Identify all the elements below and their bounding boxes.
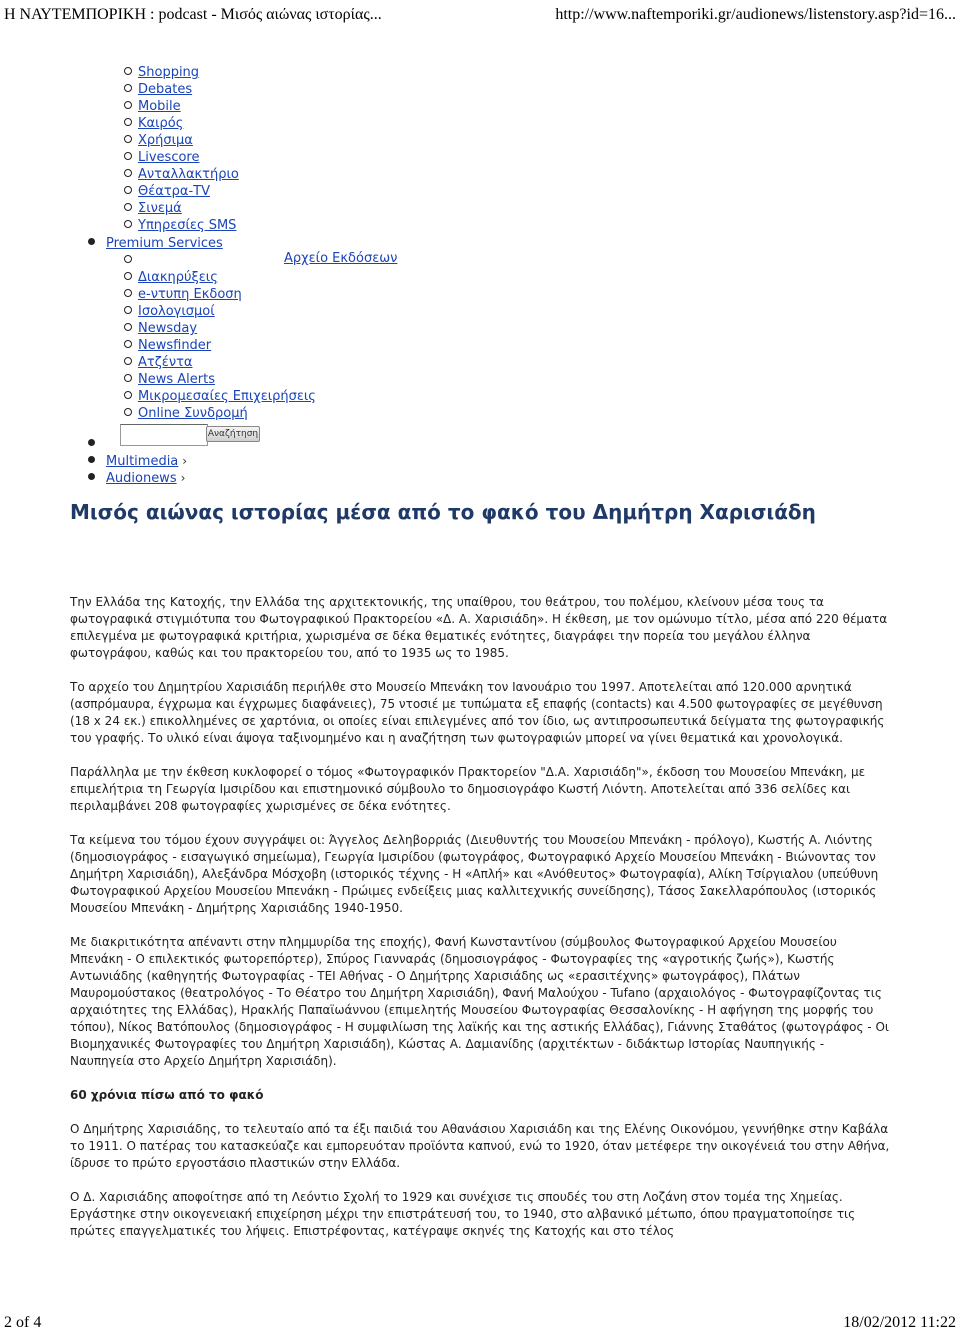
nav-link-agenda[interactable]: Ατζέντα: [138, 355, 193, 370]
search-input[interactable]: [120, 424, 208, 446]
article-paragraph: Ο Δ. Χαρισιάδης αποφοίτησε από τη Λεόντιο Σχολή το 1929 και συνέχισε τις σπουδές του στη Λοζάνη στον τομέα της Χημείας. Εργάστηκε στην οικογενειακή επιχείρηση μέχρι την επιστράτευσή του, το 1940, στο αλβανικό μέτωπο, όπου πραγματοποίησε τις πρώτες επαγγελματικές του λήψεις. Επιστρέφοντας, κατέγραψε σκηνές της Κατοχής και στο τέλος: [70, 1190, 856, 1238]
search-button[interactable]: Αναζήτηση: [206, 426, 260, 442]
nav-item-online-subscription: [124, 403, 316, 420]
print-footer: [4, 1314, 956, 1334]
nav-item-newsday: [124, 318, 316, 335]
nav-item-premium-services: [88, 233, 223, 250]
nav-link-weather[interactable]: Καιρός: [138, 116, 184, 131]
nav-item-weather: [124, 113, 239, 130]
nav-sublist-top: [124, 62, 239, 232]
breadcrumb-link-audionews[interactable]: Audionews: [106, 471, 177, 486]
nav-link-exchange[interactable]: Ανταλλακτήριο: [138, 167, 239, 182]
article-paragraph: Με διακριτικότητα απέναντι στην πλημμυρίδα της εποχής), Φανή Κωνσταντίνου (σύμβουλος Φωτογραφικού Αρχείου Μουσείου Μπενάκη - Ο επιλεκτικός φωτορεπόρτερ), Σπύρος Γιανναράς (δημοσιογράφος - Φωτογραφίες της «αγροτικής ζωής»), Κωστής Αντωνιάδης (καθηγητής Φωτογραφίας - ΤΕΙ Αθήνας - Ο Δημήτρης Χαρισιάδης ως «ερασιτέχνης» φωτογράφος), Πλάτων Μαυρομούστακος (θεατρολόγος - Το Θέατρο του Δημήτρη Χαρισιάδη), Φανή Μαλούχου - Tufano (αρχαιολόγος - Φωτογραφίζοντας τις αρχαιότητες της Ελλάδας), Ηρακλής Παπαϊωάννου (επιμελητής Μουσείου Φωτογραφίας Θεσσαλονίκης - Η αφήγηση της μορφής του τόπου), Νίκος Βατόπουλος (δημοσιογράφος - Η συμφιλίωση της λαϊκής και της αστικής Ελλάδας), Γιάννης Σταθάτος (φωτογράφος - Οι Βιομηχανικές Φωτογραφίες του Δημήτρη Χαρισιάδη), Κώστας Α. Δαμιανίδης (αρχιτέκτων - διδάκτωρ Ιστορίας Ναυπηγικής - Ναυπηγεία στο Αρχείο Δημήτρη Χαρισιάδη).: [70, 935, 889, 1068]
nav-link-e-edition[interactable]: e-ντυπη Εκδοση: [138, 287, 242, 302]
nav-item-news-alerts: [124, 369, 316, 386]
nav-item-tenders: [124, 267, 316, 284]
list-bullet: [88, 439, 95, 446]
article-paragraph: Τα κείμενα του τόμου έχουν συγγράψει οι: Άγγελος Δεληβορριάς (Διευθυντής του Μουσείου Μπενάκη - πρόλογο), Κωστής Α. Λιόντης (δημοσιογράφος - εισαγωγικό σημείωμα), Γεωργία Ιμσιρίδου (φωτογράφος, Φωτογραφικό Αρχείο Μουσείου Μπενάκη - Βιώνοντας τον Δημήτρη Χαρισιάδη), Αλεξάνδρα Μόσχοβη (ιστορικός τέχνης - Η «Απλή» και «Ανόθευτος» Φωτογραφία), Αλίκη Τσίργιαλου (υπεύθυνη Φωτογραφικού Αρχείου Μουσείου Μπενάκη - Πρώιμες ενδείξεις μιας καλλιτεχνικής συνείδησης), Τάσος Σακελλαρόπουλος (ιστορικός Μουσείου Μπενάκη - Δημήτρης Χαρισιάδης 1940-1950.: [70, 833, 879, 915]
nav-item-smes: [124, 386, 316, 403]
nav-link-newsfinder[interactable]: Newsfinder: [138, 338, 212, 353]
nav-item-exchange: [124, 164, 239, 181]
nav-item-balance-sheets: [124, 301, 316, 318]
nav-link-debates[interactable]: Debates: [138, 82, 193, 97]
article-subheading: 60 χρόνια πίσω από το φακό: [70, 1088, 264, 1102]
list-bullet: [124, 255, 132, 263]
article-paragraph: Ο Δημήτρης Χαρισιάδης, το τελευταίο από τα έξι παιδιά του Αθανάσιου Χαρισιάδη και της Ελένης Οικονόμου, γεννήθηκε στην Καβάλα το 1911. Ο πατέρας του κατασκεύαζε και εμπορευόταν προϊόντα καπνού, ενώ το 1920, όταν μετέφερε την οικογένειά του στην Αθήνα, ίδρυσε το πρώτο εργοστάσιο πλαστικών στην Ελλάδα.: [70, 1122, 890, 1170]
nav-link-news-alerts[interactable]: News Alerts: [138, 372, 215, 387]
nav-link-useful[interactable]: Χρήσιμα: [138, 133, 193, 148]
nav-item-e-edition: [124, 284, 316, 301]
nav-link-shopping[interactable]: Shopping: [138, 65, 200, 80]
nav-link-newsday[interactable]: Newsday: [138, 321, 198, 336]
article-paragraph: Την Ελλάδα της Κατοχής, την Ελλάδα της αρχιτεκτονικής, της υπαίθρου, του θεάτρου, του πολέμου, κλείνουν μέσα τους τα φωτογραφικά στιγμιότυπα του Φωτογραφικού Πρακτορείου «Δ. Α. Χαρισιάδη». Η έκθεση, με τον ομώνυμο τίτλο, μέσα από 220 θέματα επιλεγμένα με φωτογραφικά κριτήρια, χωρισμένα σε δέκα θεματικές ενότητες, διαγράφει την πορεία του μεγάλου έλληνα φωτογράφου, καθώς και του πρακτορείου του, από το 1935 ως το 1985.: [70, 595, 888, 660]
nav-link-livescore[interactable]: Livescore: [138, 150, 200, 165]
nav-item-agenda: [124, 352, 316, 369]
breadcrumb-separator: ›: [180, 471, 186, 485]
nav-item-livescore: [124, 147, 239, 164]
nav-item-shopping: [124, 62, 239, 79]
breadcrumb-item-multimedia: [88, 451, 187, 468]
nav-item-debates: [124, 79, 239, 96]
breadcrumb: [88, 451, 187, 485]
nav-link-tenders[interactable]: Διακηρύξεις: [138, 270, 218, 285]
article-body: [70, 594, 892, 1257]
nav-link-cinema[interactable]: Σινεμά: [138, 201, 182, 216]
search-row: [88, 424, 288, 450]
nav-link-archive[interactable]: Αρχείο Εκδόσεων: [284, 251, 398, 266]
nav-item-mobile: [124, 96, 239, 113]
breadcrumb-item-audionews: [88, 468, 187, 485]
nav-item-theatre-tv: [124, 181, 239, 198]
nav-link-online-subscription[interactable]: Online Συνδρομή: [138, 406, 248, 421]
print-page-url: http://www.naftemporiki.gr/audionews/listenstory.asp?id=16...: [555, 6, 956, 23]
nav-item-newsfinder: [124, 335, 316, 352]
article-title: Μισός αιώνας ιστορίας μέσα από το φακό του Δημήτρη Χαρισιάδη: [70, 500, 816, 524]
breadcrumb-link-multimedia[interactable]: Multimedia: [106, 454, 179, 469]
print-page-number: 2 of 4: [4, 1314, 42, 1331]
nav-item-useful: [124, 130, 239, 147]
nav-link-premium-services[interactable]: Premium Services: [106, 236, 223, 251]
nav-link-balance-sheets[interactable]: Ισολογισμοί: [138, 304, 215, 319]
nav-item-sms: [124, 215, 239, 232]
article-paragraph: Παράλληλα με την έκθεση κυκλοφορεί ο τόμος «Φωτογραφικόν Πρακτορείον "Δ.Α. Χαρισιάδη"», έκδοση του Μουσείου Μπενάκη, με επιμελήτρια τη Γεωργία Ιμσιρίδου και επιστημονικό σύμβουλο το δημοσιογράφο Κωστή Λιόντη. Αποτελείται από 336 σελίδες και περιλαμβάνει 208 φωτογραφίες χωρισμένες σε δέκα ενότητες.: [70, 765, 866, 813]
nav-item-archive: [124, 250, 424, 267]
breadcrumb-separator: ›: [182, 454, 188, 468]
article-paragraph: Το αρχείο του Δημητρίου Χαρισιάδη περιήλθε στο Μουσείο Μπενάκη τον Ιανουάριο του 1997. Αποτελείται από 120.000 αρνητικά (ασπρόμαυρα, έγχρωμα και έγχρωμες διαφάνειες), 75 ντοσιέ με τυπώματα εξ επαφής (contacts) και 4.500 φωτογραφίες σε μεγέθυνση (18 x 24 εκ.) επικολλημένες σε χαρτόνια, οι οποίες είναι επιλεγμένες από τον ίδιο, ως αντιπροσωπευτικά δείγματα της φωτογραφικής του γραφής. Το υλικό είναι άψογα ταξινομημένο και η αναζήτηση των φωτογραφιών μπορεί να γίνει θεματικά και χρονολογικά.: [70, 680, 885, 745]
nav-link-mobile[interactable]: Mobile: [138, 99, 181, 114]
nav-sublist-premium: [124, 267, 316, 420]
nav-link-theatre-tv[interactable]: Θέατρα-TV: [138, 184, 211, 199]
nav-link-smes[interactable]: Μικρομεσαίες Επιχειρήσεις: [138, 389, 316, 404]
nav-item-cinema: [124, 198, 239, 215]
print-page-title: Η ΝΑΥΤΕΜΠΟΡΙΚΗ : podcast - Μισός αιώνας ιστορίας...: [4, 6, 382, 23]
print-header: [4, 6, 956, 26]
print-datetime: 18/02/2012 11:22: [843, 1314, 956, 1331]
nav-link-sms[interactable]: Υπηρεσίες SMS: [138, 218, 237, 233]
